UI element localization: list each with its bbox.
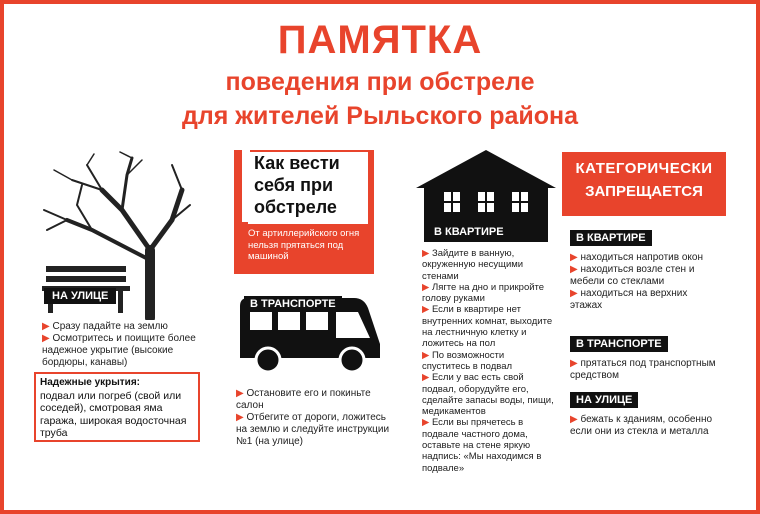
arrow-icon: ▶: [422, 372, 430, 384]
list-item: ▶ находиться напротив окон: [570, 252, 703, 263]
arrow-icon: ▶: [422, 281, 430, 293]
arrow-icon: ▶: [422, 417, 430, 429]
shelter-text: подвал или погреб (свой или соседей), смотровая яма гаража, широкая водосточная труба: [40, 389, 187, 439]
arrow-icon: ▶: [570, 252, 578, 263]
apartment-label: В КВАРТИРЕ: [434, 226, 504, 238]
forbidden-apartment-list: [570, 252, 720, 312]
forbidden-header: КАТЕГОРИЧЕСКИ ЗАПРЕЩАЕТСЯ: [562, 152, 726, 216]
list-item: ▶ Сразу падайте на землю: [42, 321, 168, 332]
shelter-box: [34, 372, 200, 442]
forbidden-street-label: НА УЛИЦЕ: [570, 392, 638, 408]
shelter-title: Надежные укрытия:: [40, 377, 140, 388]
arrow-icon: ▶: [570, 358, 578, 369]
list-item: ▶ Отбегите от дороги, ложитесь на землю и следуйте инструкции №1 (на улице): [236, 412, 390, 447]
forbidden-transport-label: В ТРАНСПОРТЕ: [570, 336, 668, 352]
page-subtitle-1: поведения при обстреле: [225, 68, 535, 96]
arrow-icon: ▶: [422, 304, 430, 316]
arrow-icon: ▶: [422, 349, 430, 361]
page-title: ПАМЯТКА: [277, 18, 483, 62]
list-item: ▶ Лягте на дно и прикройте голову руками: [422, 281, 545, 305]
arrow-icon: ▶: [236, 388, 244, 399]
list-item: ▶ бежать к зданиям, особенно если они из стекла и металла: [570, 414, 713, 437]
arrow-icon: ▶: [570, 264, 578, 275]
list-item: ▶ прятаться под транспортным средством: [570, 358, 716, 381]
list-item: ▶ Если вы прячетесь в подвале частного дома, оставьте на стене яркую надпись: «Мы находимся в подвале»: [422, 417, 542, 474]
list-item: ▶ Осмотритесь и поищите более надежное укрытие (высокие бордюры, канавы): [42, 333, 196, 368]
list-item: ▶ Зайдите в ванную, окруженную несущими стенами: [422, 248, 524, 282]
list-item: ▶ находиться на верхних этажах: [570, 288, 688, 311]
street-label: НА УЛИЦЕ: [44, 288, 116, 304]
list-item: ▶ По возможности спуститесь в подвал: [422, 349, 513, 372]
apartment-list: [422, 248, 554, 474]
list-item: ▶ Если у вас есть свой подвал, оборудуйте его, сделайте запасы воды, пищи, медикаментов: [422, 372, 554, 418]
forbidden-street-list: [570, 414, 726, 438]
arrow-icon: ▶: [570, 414, 578, 425]
list-item: ▶ Остановите его и покиньте салон: [236, 388, 371, 411]
howto-title: Как вести себя при обстреле: [248, 152, 368, 224]
page-subtitle-2: для жителей Рыльского района: [181, 102, 579, 130]
arrow-icon: ▶: [570, 288, 578, 299]
list-item: ▶ Если в квартире нет внутренних комнат, выходите на лестничную клетку и ложитесь на пол: [422, 304, 553, 350]
arrow-icon: ▶: [236, 412, 244, 423]
arrow-icon: ▶: [422, 248, 430, 259]
list-item: ▶ находиться возле стен и мебели со стеклами: [570, 264, 695, 287]
forbidden-apartment-label: В КВАРТИРЕ: [570, 230, 652, 246]
transport-label: В ТРАНСПОРТЕ: [244, 296, 342, 312]
forbidden-transport-list: [570, 358, 720, 382]
arrow-icon: ▶: [42, 333, 50, 344]
howto-note: От артиллерийского огня нельзя прятаться под машиной: [248, 228, 360, 262]
street-list: [42, 321, 202, 369]
transport-list: [236, 388, 396, 448]
arrow-icon: ▶: [42, 321, 50, 332]
